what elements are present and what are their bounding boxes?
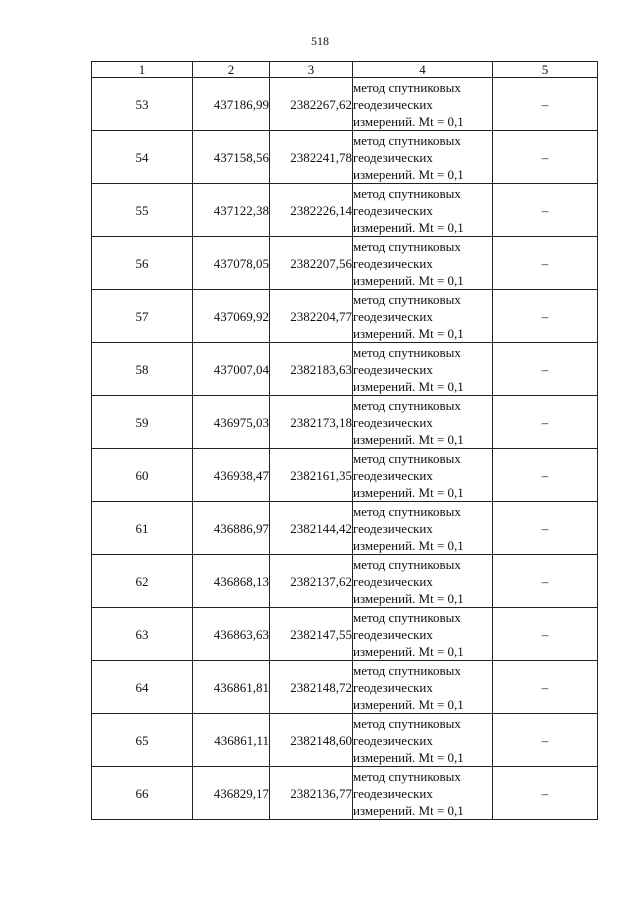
page-number: 518 — [311, 34, 329, 48]
table-row — [92, 237, 598, 290]
x-coordinate-cell: 437078,05 — [193, 237, 270, 290]
method-line: метод спутниковых — [353, 662, 461, 678]
method-line: геодезических — [353, 626, 433, 642]
method-line: геодезических — [353, 308, 433, 324]
method-line: измерений. Mt = 0,1 — [353, 643, 464, 659]
table-row — [92, 661, 598, 714]
y-coordinate-cell: 2382204,77 — [270, 290, 353, 343]
point-number-cell: 66 — [92, 767, 193, 820]
y-coordinate-cell: 2382144,42 — [270, 502, 353, 555]
method-cell — [353, 608, 493, 661]
x-coordinate-cell: 436886,97 — [193, 502, 270, 555]
x-coordinate-cell: 437007,04 — [193, 343, 270, 396]
method-line: измерений. Mt = 0,1 — [353, 113, 464, 129]
point-number-cell: 60 — [92, 449, 193, 502]
y-coordinate-cell: 2382173,18 — [270, 396, 353, 449]
method-line: метод спутниковых — [353, 79, 461, 95]
method-line: измерений. Mt = 0,1 — [353, 749, 464, 765]
method-line: измерений. Mt = 0,1 — [353, 484, 464, 500]
column-header-1: 1 — [92, 62, 193, 78]
method-line: метод спутниковых — [353, 556, 461, 572]
table-row — [92, 343, 598, 396]
y-coordinate-cell: 2382148,72 — [270, 661, 353, 714]
method-line: геодезических — [353, 255, 433, 271]
y-coordinate-cell: 2382137,62 — [270, 555, 353, 608]
method-cell — [353, 184, 493, 237]
method-line: геодезических — [353, 785, 433, 801]
method-cell — [353, 555, 493, 608]
note-cell: – — [493, 502, 598, 555]
x-coordinate-cell: 436938,47 — [193, 449, 270, 502]
point-number-cell: 65 — [92, 714, 193, 767]
table-row — [92, 78, 598, 131]
note-cell: – — [493, 661, 598, 714]
table-row — [92, 555, 598, 608]
method-cell — [353, 396, 493, 449]
table-row — [92, 290, 598, 343]
method-line: метод спутниковых — [353, 768, 461, 784]
note-cell: – — [493, 343, 598, 396]
method-line: геодезических — [353, 520, 433, 536]
note-cell: – — [493, 449, 598, 502]
point-number-cell: 58 — [92, 343, 193, 396]
coordinates-table — [91, 61, 598, 820]
method-line: измерений. Mt = 0,1 — [353, 802, 464, 818]
y-coordinate-cell: 2382136,77 — [270, 767, 353, 820]
point-number-cell: 57 — [92, 290, 193, 343]
table-row — [92, 449, 598, 502]
column-header-2: 2 — [193, 62, 270, 78]
method-cell — [353, 714, 493, 767]
y-coordinate-cell: 2382161,35 — [270, 449, 353, 502]
method-line: измерений. Mt = 0,1 — [353, 378, 464, 394]
y-coordinate-cell: 2382241,78 — [270, 131, 353, 184]
point-number-cell: 63 — [92, 608, 193, 661]
method-cell — [353, 449, 493, 502]
note-cell: – — [493, 78, 598, 131]
method-cell — [353, 767, 493, 820]
y-coordinate-cell: 2382147,55 — [270, 608, 353, 661]
method-line: геодезических — [353, 467, 433, 483]
method-line: измерений. Mt = 0,1 — [353, 325, 464, 341]
y-coordinate-cell: 2382226,14 — [270, 184, 353, 237]
method-line: метод спутниковых — [353, 503, 461, 519]
point-number-cell: 61 — [92, 502, 193, 555]
x-coordinate-cell: 437158,56 — [193, 131, 270, 184]
method-line: геодезических — [353, 679, 433, 695]
table-row — [92, 767, 598, 820]
method-cell — [353, 237, 493, 290]
note-cell: – — [493, 767, 598, 820]
method-cell — [353, 290, 493, 343]
method-line: геодезических — [353, 414, 433, 430]
table-row — [92, 608, 598, 661]
method-line: геодезических — [353, 361, 433, 377]
point-number-cell: 64 — [92, 661, 193, 714]
method-line: метод спутниковых — [353, 185, 461, 201]
column-header-4: 4 — [353, 62, 493, 78]
note-cell: – — [493, 131, 598, 184]
method-line: метод спутниковых — [353, 397, 461, 413]
note-cell: – — [493, 608, 598, 661]
method-line: геодезических — [353, 202, 433, 218]
point-number-cell: 53 — [92, 78, 193, 131]
point-number-cell: 55 — [92, 184, 193, 237]
note-cell: – — [493, 184, 598, 237]
table-row — [92, 714, 598, 767]
method-line: геодезических — [353, 573, 433, 589]
x-coordinate-cell: 436863,63 — [193, 608, 270, 661]
method-line: метод спутниковых — [353, 715, 461, 731]
method-cell — [353, 343, 493, 396]
y-coordinate-cell: 2382148,60 — [270, 714, 353, 767]
column-header-3: 3 — [270, 62, 353, 78]
method-line: метод спутниковых — [353, 238, 461, 254]
method-line: измерений. Mt = 0,1 — [353, 166, 464, 182]
method-line: метод спутниковых — [353, 291, 461, 307]
table-row — [92, 502, 598, 555]
table-row — [92, 131, 598, 184]
method-cell — [353, 502, 493, 555]
method-cell — [353, 131, 493, 184]
method-line: измерений. Mt = 0,1 — [353, 431, 464, 447]
point-number-cell: 56 — [92, 237, 193, 290]
method-line: измерений. Mt = 0,1 — [353, 219, 464, 235]
method-line: метод спутниковых — [353, 132, 461, 148]
note-cell: – — [493, 237, 598, 290]
note-cell: – — [493, 396, 598, 449]
method-line: метод спутниковых — [353, 344, 461, 360]
x-coordinate-cell: 436975,03 — [193, 396, 270, 449]
point-number-cell: 59 — [92, 396, 193, 449]
x-coordinate-cell: 436861,81 — [193, 661, 270, 714]
method-cell — [353, 661, 493, 714]
point-number-cell: 54 — [92, 131, 193, 184]
x-coordinate-cell: 437186,99 — [193, 78, 270, 131]
y-coordinate-cell: 2382183,63 — [270, 343, 353, 396]
note-cell: – — [493, 714, 598, 767]
method-line: метод спутниковых — [353, 450, 461, 466]
x-coordinate-cell: 437122,38 — [193, 184, 270, 237]
table-row — [92, 184, 598, 237]
method-line: измерений. Mt = 0,1 — [353, 537, 464, 553]
x-coordinate-cell: 437069,92 — [193, 290, 270, 343]
method-cell — [353, 78, 493, 131]
method-line: геодезических — [353, 96, 433, 112]
method-line: метод спутниковых — [353, 609, 461, 625]
table-body — [92, 62, 598, 820]
header-row — [92, 62, 598, 78]
point-number-cell: 62 — [92, 555, 193, 608]
table-row — [92, 396, 598, 449]
method-line: геодезических — [353, 732, 433, 748]
method-line: измерений. Mt = 0,1 — [353, 272, 464, 288]
method-line: измерений. Mt = 0,1 — [353, 590, 464, 606]
note-cell: – — [493, 290, 598, 343]
x-coordinate-cell: 436868,13 — [193, 555, 270, 608]
x-coordinate-cell: 436829,17 — [193, 767, 270, 820]
x-coordinate-cell: 436861,11 — [193, 714, 270, 767]
y-coordinate-cell: 2382267,62 — [270, 78, 353, 131]
method-line: геодезических — [353, 149, 433, 165]
y-coordinate-cell: 2382207,56 — [270, 237, 353, 290]
method-line: измерений. Mt = 0,1 — [353, 696, 464, 712]
column-header-5: 5 — [493, 62, 598, 78]
note-cell: – — [493, 555, 598, 608]
